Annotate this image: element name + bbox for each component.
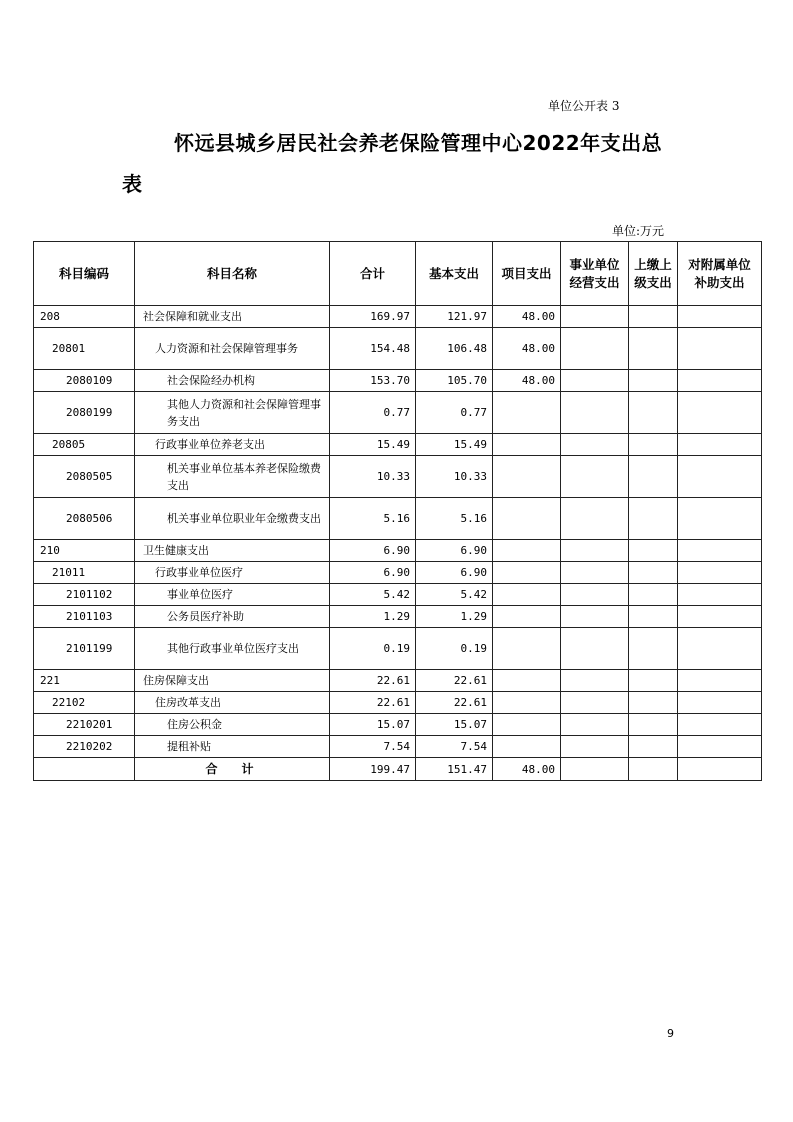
cell-code: 2080199 (34, 392, 135, 434)
cell-code: 2210201 (34, 714, 135, 736)
cell-code: 210 (34, 540, 135, 562)
cell-name: 住房公积金 (135, 714, 330, 736)
cell-name: 社会保障和就业支出 (135, 306, 330, 328)
cell-subsidy (678, 498, 762, 540)
cell-remit (629, 758, 678, 781)
table-row (34, 540, 762, 562)
total-label: 合计 (135, 758, 330, 781)
cell-code: 2101102 (34, 584, 135, 606)
cell-basic: 10.33 (416, 456, 493, 498)
cell-remit (629, 392, 678, 434)
cell-name: 卫生健康支出 (135, 540, 330, 562)
cell-business (561, 606, 629, 628)
cell-subsidy (678, 306, 762, 328)
header-project: 项目支出 (493, 242, 561, 306)
cell-basic: 1.29 (416, 606, 493, 628)
cell-name: 事业单位医疗 (135, 584, 330, 606)
cell-project (493, 584, 561, 606)
cell-total: 0.77 (330, 392, 416, 434)
cell-total: 7.54 (330, 736, 416, 758)
header-name: 科目名称 (135, 242, 330, 306)
cell-business (561, 434, 629, 456)
header-business: 事业单位经营支出 (561, 242, 629, 306)
cell-total: 22.61 (330, 670, 416, 692)
cell-basic: 0.77 (416, 392, 493, 434)
cell-subsidy (678, 434, 762, 456)
cell-business (561, 370, 629, 392)
cell-remit (629, 736, 678, 758)
cell-code: 2080505 (34, 456, 135, 498)
cell-remit (629, 306, 678, 328)
cell-basic: 15.49 (416, 434, 493, 456)
cell-subsidy (678, 692, 762, 714)
title-line-2: 表 (122, 172, 143, 196)
table-row (34, 456, 762, 498)
cell-project (493, 498, 561, 540)
cell-basic: 6.90 (416, 540, 493, 562)
cell-basic: 121.97 (416, 306, 493, 328)
form-tag: 单位公开表 3 (548, 99, 620, 113)
cell-project: 48.00 (493, 306, 561, 328)
cell-code: 2080506 (34, 498, 135, 540)
cell-basic: 6.90 (416, 562, 493, 584)
cell-project (493, 540, 561, 562)
cell-project (493, 434, 561, 456)
cell-business (561, 562, 629, 584)
cell-remit (629, 370, 678, 392)
table-row (34, 498, 762, 540)
cell-subsidy (678, 606, 762, 628)
cell-project: 48.00 (493, 328, 561, 370)
cell-project (493, 392, 561, 434)
cell-code: 2080109 (34, 370, 135, 392)
header-total: 合计 (330, 242, 416, 306)
cell-name: 机关事业单位职业年金缴费支出 (135, 498, 330, 540)
cell-subsidy (678, 328, 762, 370)
cell-business (561, 670, 629, 692)
cell-remit (629, 628, 678, 670)
total-project: 48.00 (493, 758, 561, 781)
expenditure-table (33, 241, 762, 781)
cell-code: 2101103 (34, 606, 135, 628)
cell-subsidy (678, 562, 762, 584)
cell-blank (34, 758, 135, 781)
cell-project (493, 562, 561, 584)
table-row (34, 562, 762, 584)
cell-project (493, 692, 561, 714)
cell-business (561, 306, 629, 328)
cell-remit (629, 434, 678, 456)
cell-total: 5.42 (330, 584, 416, 606)
table-row (34, 606, 762, 628)
cell-remit (629, 456, 678, 498)
cell-total: 153.70 (330, 370, 416, 392)
cell-name: 其他人力资源和社会保障管理事务支出 (135, 392, 330, 434)
table-row (34, 670, 762, 692)
cell-code: 20805 (34, 434, 135, 456)
total-row (34, 758, 762, 781)
cell-basic: 7.54 (416, 736, 493, 758)
cell-project (493, 736, 561, 758)
cell-remit (629, 692, 678, 714)
table-row (34, 306, 762, 328)
cell-subsidy (678, 584, 762, 606)
cell-code: 21011 (34, 562, 135, 584)
cell-basic: 0.19 (416, 628, 493, 670)
cell-business (561, 736, 629, 758)
cell-name: 提租补贴 (135, 736, 330, 758)
cell-subsidy (678, 392, 762, 434)
cell-remit (629, 540, 678, 562)
cell-name: 住房改革支出 (135, 692, 330, 714)
table-row (34, 370, 762, 392)
table-row (34, 692, 762, 714)
table-row (34, 392, 762, 434)
cell-name: 公务员医疗补助 (135, 606, 330, 628)
cell-total: 6.90 (330, 562, 416, 584)
cell-business (561, 584, 629, 606)
cell-code: 22102 (34, 692, 135, 714)
table-row (34, 328, 762, 370)
cell-project (493, 714, 561, 736)
cell-basic: 15.07 (416, 714, 493, 736)
cell-name: 行政事业单位养老支出 (135, 434, 330, 456)
cell-business (561, 758, 629, 781)
cell-project (493, 670, 561, 692)
cell-basic: 22.61 (416, 692, 493, 714)
cell-basic: 106.48 (416, 328, 493, 370)
table-row (34, 584, 762, 606)
cell-total: 22.61 (330, 692, 416, 714)
cell-remit (629, 714, 678, 736)
cell-code: 221 (34, 670, 135, 692)
table-row (34, 714, 762, 736)
cell-subsidy (678, 628, 762, 670)
cell-subsidy (678, 370, 762, 392)
page-number: 9 (667, 1027, 674, 1040)
cell-name: 其他行政事业单位医疗支出 (135, 628, 330, 670)
title-line-1: 怀远县城乡居民社会养老保险管理中心2022年支出总 (174, 131, 663, 155)
cell-total: 154.48 (330, 328, 416, 370)
cell-business (561, 540, 629, 562)
cell-subsidy (678, 736, 762, 758)
cell-project: 48.00 (493, 370, 561, 392)
cell-business (561, 628, 629, 670)
cell-basic: 5.16 (416, 498, 493, 540)
cell-name: 住房保障支出 (135, 670, 330, 692)
cell-total: 0.19 (330, 628, 416, 670)
cell-business (561, 456, 629, 498)
total-basic: 151.47 (416, 758, 493, 781)
cell-code: 20801 (34, 328, 135, 370)
cell-project (493, 606, 561, 628)
total-sum: 199.47 (330, 758, 416, 781)
header-code: 科目编码 (34, 242, 135, 306)
cell-project (493, 456, 561, 498)
cell-basic: 5.42 (416, 584, 493, 606)
header-subsidy: 对附属单位补助支出 (678, 242, 762, 306)
cell-business (561, 392, 629, 434)
cell-remit (629, 562, 678, 584)
cell-business (561, 328, 629, 370)
cell-code: 2101199 (34, 628, 135, 670)
cell-total: 10.33 (330, 456, 416, 498)
header-remit: 上缴上级支出 (629, 242, 678, 306)
cell-business (561, 692, 629, 714)
header-basic: 基本支出 (416, 242, 493, 306)
cell-name: 社会保险经办机构 (135, 370, 330, 392)
table-row (34, 628, 762, 670)
cell-subsidy (678, 758, 762, 781)
cell-remit (629, 606, 678, 628)
cell-total: 6.90 (330, 540, 416, 562)
cell-remit (629, 498, 678, 540)
cell-remit (629, 328, 678, 370)
table-row (34, 434, 762, 456)
cell-subsidy (678, 670, 762, 692)
cell-total: 15.07 (330, 714, 416, 736)
unit-label: 单位:万元 (612, 224, 665, 238)
cell-total: 5.16 (330, 498, 416, 540)
cell-remit (629, 584, 678, 606)
cell-code: 2210202 (34, 736, 135, 758)
cell-subsidy (678, 540, 762, 562)
cell-basic: 22.61 (416, 670, 493, 692)
cell-business (561, 714, 629, 736)
cell-total: 169.97 (330, 306, 416, 328)
header-row (34, 242, 762, 306)
cell-total: 15.49 (330, 434, 416, 456)
cell-basic: 105.70 (416, 370, 493, 392)
cell-code: 208 (34, 306, 135, 328)
cell-name: 行政事业单位医疗 (135, 562, 330, 584)
cell-total: 1.29 (330, 606, 416, 628)
page-title (122, 123, 722, 205)
cell-name: 机关事业单位基本养老保险缴费支出 (135, 456, 330, 498)
cell-subsidy (678, 456, 762, 498)
cell-subsidy (678, 714, 762, 736)
table-row (34, 736, 762, 758)
cell-remit (629, 670, 678, 692)
cell-business (561, 498, 629, 540)
cell-project (493, 628, 561, 670)
cell-name: 人力资源和社会保障管理事务 (135, 328, 330, 370)
